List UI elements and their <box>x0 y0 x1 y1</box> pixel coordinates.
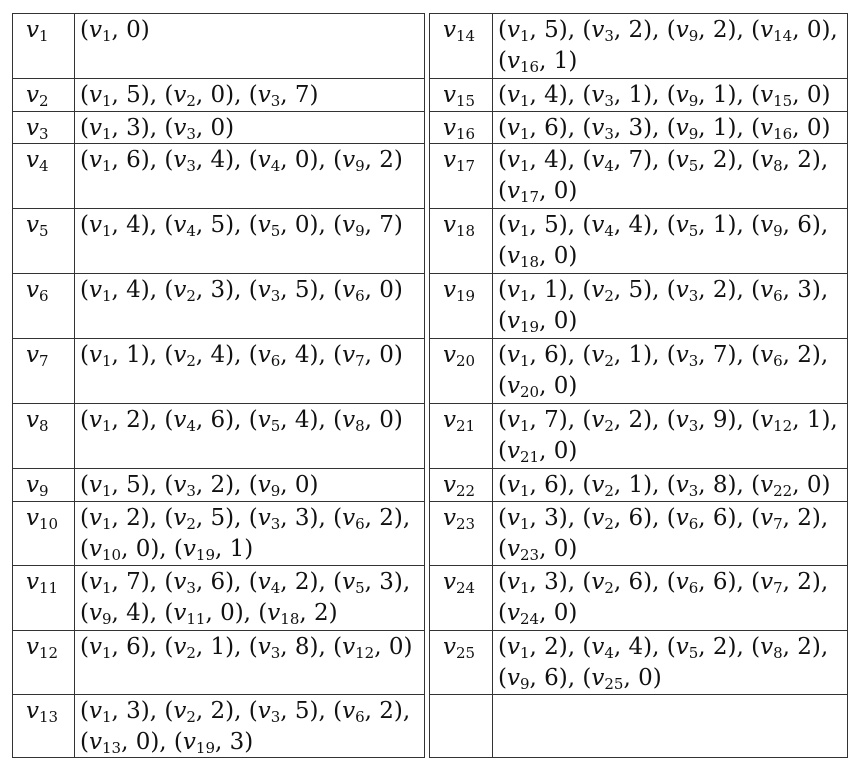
edge-list-line: ($v_1$, 3), ($v_3$, 0) <box>80 115 235 143</box>
table-vertical-rule <box>424 13 425 757</box>
edge-list-line: ($v_1$, 5), ($v_2$, 0), ($v_3$, 7) <box>80 82 319 110</box>
edge-list-line: ($v_1$, 7), ($v_3$, 6), ($v_4$, 2), ($v_5$, 3), <box>80 569 411 597</box>
table-horizontal-rule <box>429 468 848 469</box>
edge-list-line: ($v_1$, 3), ($v_2$, 6), ($v_6$, 6), ($v_7$, 2), <box>498 569 829 597</box>
table-horizontal-rule <box>12 78 425 79</box>
table-horizontal-rule <box>12 13 425 14</box>
table-horizontal-rule <box>12 208 425 209</box>
table-vertical-rule <box>429 13 430 757</box>
table-horizontal-rule <box>12 565 425 566</box>
edge-list-line: ($v_{21}$, 0) <box>498 438 578 466</box>
vertex-label: $v_2$ <box>26 82 49 110</box>
table-horizontal-rule <box>429 630 848 631</box>
edge-list-line: ($v_{20}$, 0) <box>498 373 578 401</box>
vertex-label: $v_{18}$ <box>443 212 476 240</box>
edge-list-line: ($v_{10}$, 0), ($v_{19}$, 1) <box>80 536 254 564</box>
edge-list-line: ($v_1$, 1), ($v_2$, 5), ($v_3$, 2), ($v_6$, 3), <box>498 277 829 305</box>
edge-list-line: ($v_1$, 4), ($v_4$, 5), ($v_5$, 0), ($v_9$, 7) <box>80 212 403 240</box>
table-horizontal-rule <box>429 338 848 339</box>
edge-list-line: ($v_{23}$, 0) <box>498 536 578 564</box>
edge-list-line: ($v_1$, 3), ($v_2$, 2), ($v_3$, 5), ($v_6$, 2), <box>80 698 411 726</box>
table-horizontal-rule <box>12 111 425 112</box>
table-vertical-rule <box>12 13 13 757</box>
edge-list-line: ($v_1$, 0) <box>80 17 150 45</box>
table-horizontal-rule <box>429 13 848 14</box>
edge-list-line: ($v_{13}$, 0), ($v_{19}$, 3) <box>80 729 254 757</box>
edge-list-line: ($v_1$, 6), ($v_2$, 1), ($v_3$, 8), ($v_{22}$, 0) <box>498 472 831 500</box>
table-horizontal-rule <box>429 757 848 758</box>
vertex-label: $v_{20}$ <box>443 342 476 370</box>
vertex-label: $v_{25}$ <box>443 634 476 662</box>
edge-list-line: ($v_1$, 4), ($v_4$, 7), ($v_5$, 2), ($v_8$, 2), <box>498 147 829 175</box>
vertex-table <box>12 13 848 757</box>
edge-list-line: ($v_1$, 4), ($v_3$, 1), ($v_9$, 1), ($v_{15}$, 0) <box>498 82 831 110</box>
vertex-label: $v_5$ <box>26 212 49 240</box>
edge-list-line: ($v_1$, 2), ($v_2$, 5), ($v_3$, 3), ($v_6$, 2), <box>80 505 411 533</box>
vertex-label: $v_{24}$ <box>443 569 476 597</box>
edge-list-line: ($v_1$, 5), ($v_3$, 2), ($v_9$, 2), ($v_{14}$, 0), <box>498 17 838 45</box>
vertex-label: $v_{16}$ <box>443 115 476 143</box>
edge-list-line: ($v_{18}$, 0) <box>498 243 578 271</box>
table-horizontal-rule <box>12 403 425 404</box>
table-horizontal-rule <box>429 78 848 79</box>
table-horizontal-rule <box>12 501 425 502</box>
edge-list-line: ($v_1$, 3), ($v_2$, 6), ($v_6$, 6), ($v_7$, 2), <box>498 505 829 533</box>
table-horizontal-rule <box>12 468 425 469</box>
table-horizontal-rule <box>12 273 425 274</box>
vertex-label: $v_{23}$ <box>443 505 476 533</box>
vertex-label: $v_{19}$ <box>443 277 476 305</box>
edge-list-line: ($v_1$, 6), ($v_2$, 1), ($v_3$, 7), ($v_6$, 2), <box>498 342 829 370</box>
vertex-label: $v_1$ <box>26 17 49 45</box>
edge-list-line: ($v_1$, 4), ($v_2$, 3), ($v_3$, 5), ($v_6$, 0) <box>80 277 403 305</box>
edge-list-line: ($v_{17}$, 0) <box>498 178 578 206</box>
vertex-label: $v_9$ <box>26 472 49 500</box>
table-vertical-rule <box>847 13 848 757</box>
table-horizontal-rule <box>12 694 425 695</box>
table-horizontal-rule <box>429 403 848 404</box>
vertex-label: $v_{12}$ <box>26 634 59 662</box>
edge-list-line: ($v_1$, 5), ($v_3$, 2), ($v_9$, 0) <box>80 472 319 500</box>
edge-list-line: ($v_1$, 1), ($v_2$, 4), ($v_6$, 4), ($v_7$, 0) <box>80 342 403 370</box>
vertex-label: $v_{17}$ <box>443 147 476 175</box>
edge-list-line: ($v_1$, 2), ($v_4$, 6), ($v_5$, 4), ($v_8$, 0) <box>80 407 403 435</box>
table-vertical-rule <box>492 13 493 757</box>
vertex-label: $v_{11}$ <box>26 569 59 597</box>
table-horizontal-rule <box>12 630 425 631</box>
vertex-label: $v_{13}$ <box>26 698 59 726</box>
table-horizontal-rule <box>429 565 848 566</box>
vertex-label: $v_{10}$ <box>26 505 59 533</box>
vertex-label: $v_4$ <box>26 147 49 175</box>
vertex-label: $v_8$ <box>26 407 49 435</box>
vertex-label: $v_7$ <box>26 342 49 370</box>
vertex-label: $v_3$ <box>26 115 49 143</box>
table-vertical-rule <box>74 13 75 757</box>
table-horizontal-rule <box>12 338 425 339</box>
edge-list-line: ($v_1$, 6), ($v_2$, 1), ($v_3$, 8), ($v_{12}$, 0) <box>80 634 413 662</box>
edge-list-line: ($v_1$, 7), ($v_2$, 2), ($v_3$, 9), ($v_{12}$, 1), <box>498 407 838 435</box>
edge-list-line: ($v_{16}$, 1) <box>498 48 578 76</box>
edge-list-line: ($v_1$, 5), ($v_4$, 4), ($v_5$, 1), ($v_9$, 6), <box>498 212 829 240</box>
edge-list-line: ($v_9$, 4), ($v_{11}$, 0), ($v_{18}$, 2) <box>80 600 338 628</box>
edge-list-line: ($v_9$, 6), ($v_{25}$, 0) <box>498 665 662 693</box>
edge-list-line: ($v_{19}$, 0) <box>498 308 578 336</box>
vertex-label: $v_{14}$ <box>443 17 476 45</box>
table-horizontal-rule <box>429 111 848 112</box>
vertex-label: $v_{15}$ <box>443 82 476 110</box>
edge-list-line: ($v_{24}$, 0) <box>498 600 578 628</box>
edge-list-line: ($v_1$, 2), ($v_4$, 4), ($v_5$, 2), ($v_8$, 2), <box>498 634 829 662</box>
vertex-label: $v_6$ <box>26 277 49 305</box>
edge-list-line: ($v_1$, 6), ($v_3$, 4), ($v_4$, 0), ($v_9$, 2) <box>80 147 403 175</box>
edge-list-line: ($v_1$, 6), ($v_3$, 3), ($v_9$, 1), ($v_{16}$, 0) <box>498 115 831 143</box>
table-horizontal-rule <box>429 501 848 502</box>
table-horizontal-rule <box>429 273 848 274</box>
vertex-label: $v_{21}$ <box>443 407 476 435</box>
table-horizontal-rule <box>429 208 848 209</box>
table-horizontal-rule <box>429 694 848 695</box>
vertex-label: $v_{22}$ <box>443 472 476 500</box>
